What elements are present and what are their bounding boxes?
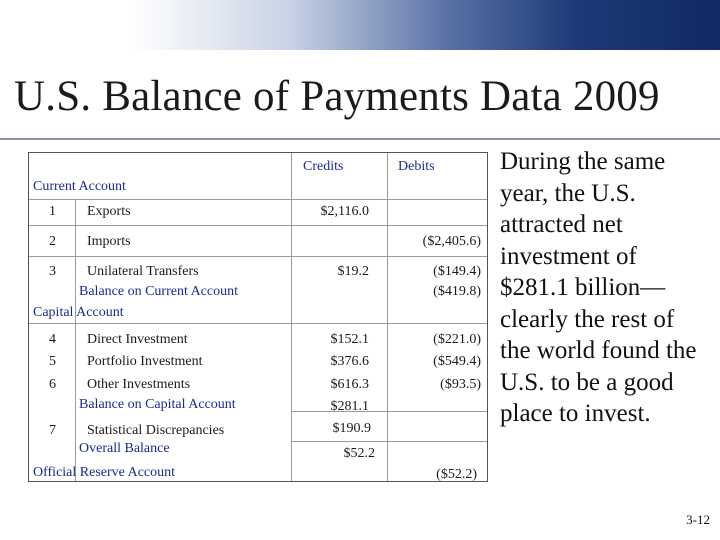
section-official-reserve-account: Official Reserve Account (33, 465, 176, 480)
header-debits: Debits (398, 159, 435, 174)
row-2-debit: ($2,405.6) (422, 234, 481, 249)
row-1-number: 1 (49, 204, 56, 219)
row-5-label: Portfolio Investment (87, 354, 203, 369)
balance-of-payments-table (28, 152, 488, 482)
row-7-number: 7 (49, 423, 56, 438)
slide-title: U.S. Balance of Payments Data 2009 (14, 73, 660, 120)
overall-balance-label: Overall Balance (79, 441, 170, 456)
row-6-debit: ($93.5) (440, 377, 481, 392)
table-hline-6 (291, 441, 487, 442)
table-vline-num (75, 199, 76, 481)
row-5-credit: $376.6 (330, 354, 369, 369)
table-hline-3 (29, 256, 487, 257)
header-gradient-bar (0, 0, 720, 50)
row-2-label: Imports (87, 234, 131, 249)
header-credits: Credits (303, 159, 344, 174)
row-7-label: Statistical Discrepancies (87, 423, 225, 438)
section-capital-account: Capital Account (33, 305, 124, 320)
row-6-label: Other Investments (87, 377, 191, 392)
row-4-credit: $152.1 (330, 332, 369, 347)
commentary-text: During the same year, the U.S. attracted net investment of $281.1 billion—clearly the rest of the world found the U.S. to be a good place to invest. (500, 148, 697, 427)
table-vline-label (291, 153, 292, 481)
row-5-debit: ($549.4) (433, 354, 481, 369)
row-7-credit: $190.9 (332, 421, 371, 436)
overall-balance-credit: $52.2 (343, 446, 375, 461)
balance-current-debit: ($419.8) (433, 284, 481, 299)
row-3-label: Unilateral Transfers (87, 264, 199, 279)
header-divider (0, 50, 720, 52)
row-2-number: 2 (49, 234, 56, 249)
balance-current-label: Balance on Current Account (79, 284, 239, 299)
row-4-debit: ($221.0) (433, 332, 481, 347)
row-4-number: 4 (49, 332, 56, 347)
table-hline-4 (29, 323, 487, 324)
row-5-number: 5 (49, 354, 56, 369)
table-hline-1 (29, 199, 487, 200)
row-4-label: Direct Investment (87, 332, 188, 347)
section-current-account: Current Account (33, 179, 126, 194)
balance-capital-label: Balance on Capital Account (79, 397, 236, 412)
balance-capital-credit: $281.1 (330, 399, 369, 414)
table-vline-credit (387, 153, 388, 481)
row-1-credit: $2,116.0 (320, 204, 369, 219)
table-hline-2 (29, 225, 487, 226)
table-hline-5 (291, 411, 487, 412)
row-3-debit: ($149.4) (433, 264, 481, 279)
official-reserve-debit: ($52.2) (436, 467, 477, 482)
row-3-credit: $19.2 (337, 264, 369, 279)
row-1-label: Exports (87, 204, 131, 219)
row-3-number: 3 (49, 264, 56, 279)
row-6-credit: $616.3 (330, 377, 369, 392)
title-rule (0, 138, 720, 140)
row-6-number: 6 (49, 377, 56, 392)
page-number: 3-12 (686, 512, 710, 527)
